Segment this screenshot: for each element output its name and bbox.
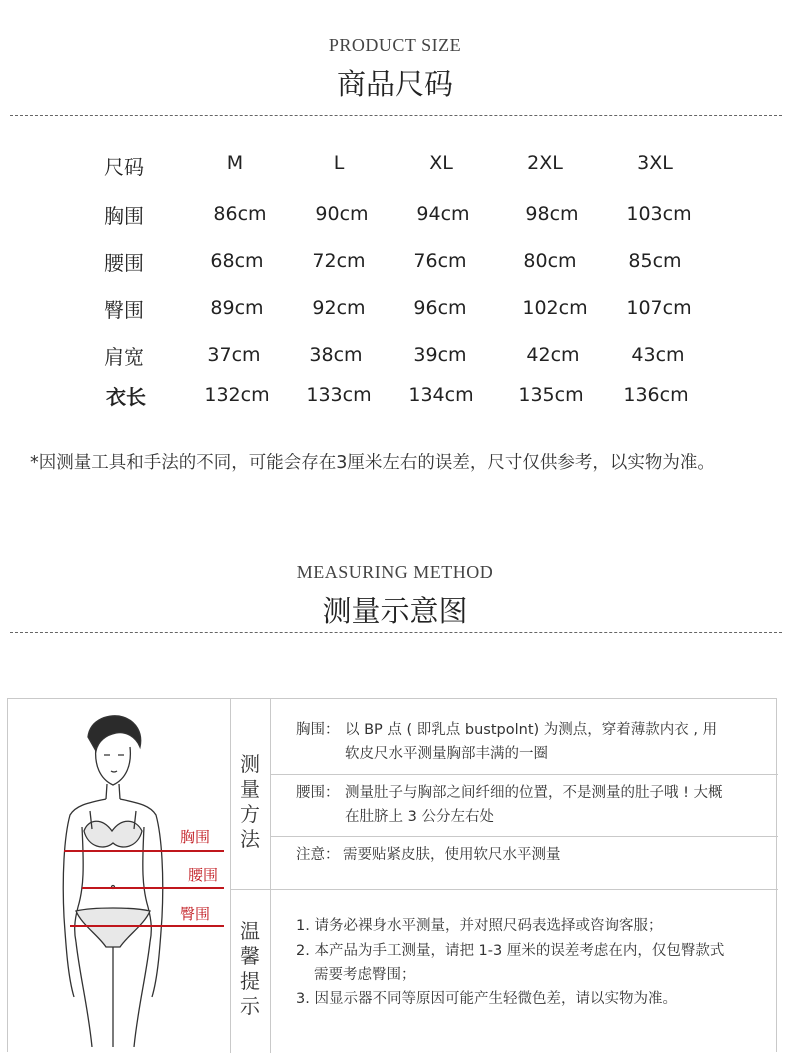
dashed-divider <box>10 632 782 633</box>
size-cell: 90cm <box>315 203 369 225</box>
figure-label-chest: 胸围 <box>180 828 211 846</box>
chest-measure-line <box>64 850 224 852</box>
product-size-title-en: PRODUCT SIZE <box>328 35 462 55</box>
method-text-chest-line1: 以 BP 点 ( 即乳点 bustpolnt) 为测点，穿着薄款内衣 , 用 <box>345 722 718 738</box>
size-cell: 98cm <box>525 203 579 225</box>
size-cell: 80cm <box>523 250 577 272</box>
row-divider <box>270 836 778 837</box>
size-cell: 39cm <box>413 344 467 366</box>
size-cell: 102cm <box>522 297 588 319</box>
size-cell: 136cm <box>623 384 689 406</box>
size-cell: 38cm <box>309 344 363 366</box>
size-header-cell: XL <box>429 152 453 174</box>
row-label: 腰围 <box>104 251 144 275</box>
size-table <box>0 0 790 420</box>
size-cell: 132cm <box>204 384 270 406</box>
row-label: 胸围 <box>104 204 144 228</box>
tip-item-continuation: 需要考虑臀围； <box>314 967 416 983</box>
row-divider <box>230 889 778 890</box>
tip-item: 2. 本产品为手工测量，请把 1-3 厘米的误差考虑在内，仅包臀款式 <box>296 943 725 959</box>
size-cell: 76cm <box>413 250 467 272</box>
row-label: 肩宽 <box>104 345 144 369</box>
size-cell: 42cm <box>526 344 580 366</box>
size-cell: 68cm <box>210 250 264 272</box>
method-text-chest-line2: 软皮尺水平测量胸部丰满的一圈 <box>345 746 548 762</box>
size-cell: 94cm <box>416 203 470 225</box>
method-label-waist: 腰围： <box>296 785 340 801</box>
size-cell: 103cm <box>626 203 692 225</box>
row-label: 衣长 <box>106 385 146 409</box>
size-header-cell: 2XL <box>527 152 563 174</box>
method-text-waist-line2: 在肚脐上 3 公分左右处 <box>345 809 494 825</box>
measuring-method-box <box>7 698 777 1052</box>
size-disclaimer-note: *因测量工具和手法的不同，可能会存在3厘米左右的误差，尺寸仅供参考，以实物为准。 <box>30 453 715 473</box>
tip-item: 3. 因显示器不同等原因可能产生轻微色差，请以实物为准。 <box>296 991 677 1007</box>
figure-label-waist: 腰围 <box>188 866 219 884</box>
size-cell: 37cm <box>207 344 261 366</box>
product-size-title-zh: 商品尺码 <box>336 67 453 101</box>
size-cell: 86cm <box>213 203 267 225</box>
method-vertical-label: 测 量 方 法 <box>240 752 260 851</box>
size-cell: 43cm <box>631 344 685 366</box>
size-cell: 92cm <box>312 297 366 319</box>
size-header-cell: M <box>226 152 244 174</box>
tip-item: 1. 请务必裸身水平测量，并对照尺码表选择或咨询客服； <box>296 918 663 934</box>
figure-label-hip: 臀围 <box>180 905 211 923</box>
size-cell: 96cm <box>413 297 467 319</box>
size-header-cell: 3XL <box>637 152 673 174</box>
method-label-note: 注意： <box>296 847 340 863</box>
size-cell: 89cm <box>210 297 264 319</box>
size-header-cell: L <box>333 152 345 174</box>
row-label: 臀围 <box>104 298 144 322</box>
size-cell: 85cm <box>628 250 682 272</box>
size-cell: 72cm <box>312 250 366 272</box>
hip-measure-line <box>70 925 224 927</box>
size-cell: 134cm <box>408 384 474 406</box>
size-cell: 133cm <box>306 384 372 406</box>
waist-measure-line <box>82 887 224 889</box>
measuring-method-title-zh: 测量示意图 <box>322 594 468 628</box>
method-text-note: 需要贴紧皮肤，使用软尺水平测量 <box>343 847 561 863</box>
row-divider <box>270 774 778 775</box>
size-header-label: 尺码 <box>104 155 144 179</box>
size-cell: 135cm <box>518 384 584 406</box>
measuring-method-title-en: MEASURING METHOD <box>296 562 494 582</box>
method-text-waist-line1: 测量肚子与胸部之间纤细的位置，不是测量的肚子哦 ! 大概 <box>345 785 723 801</box>
method-label-chest: 胸围： <box>296 722 340 738</box>
column-divider <box>270 699 271 1053</box>
tips-vertical-label: 温 馨 提 示 <box>240 919 260 1018</box>
size-cell: 107cm <box>626 297 692 319</box>
